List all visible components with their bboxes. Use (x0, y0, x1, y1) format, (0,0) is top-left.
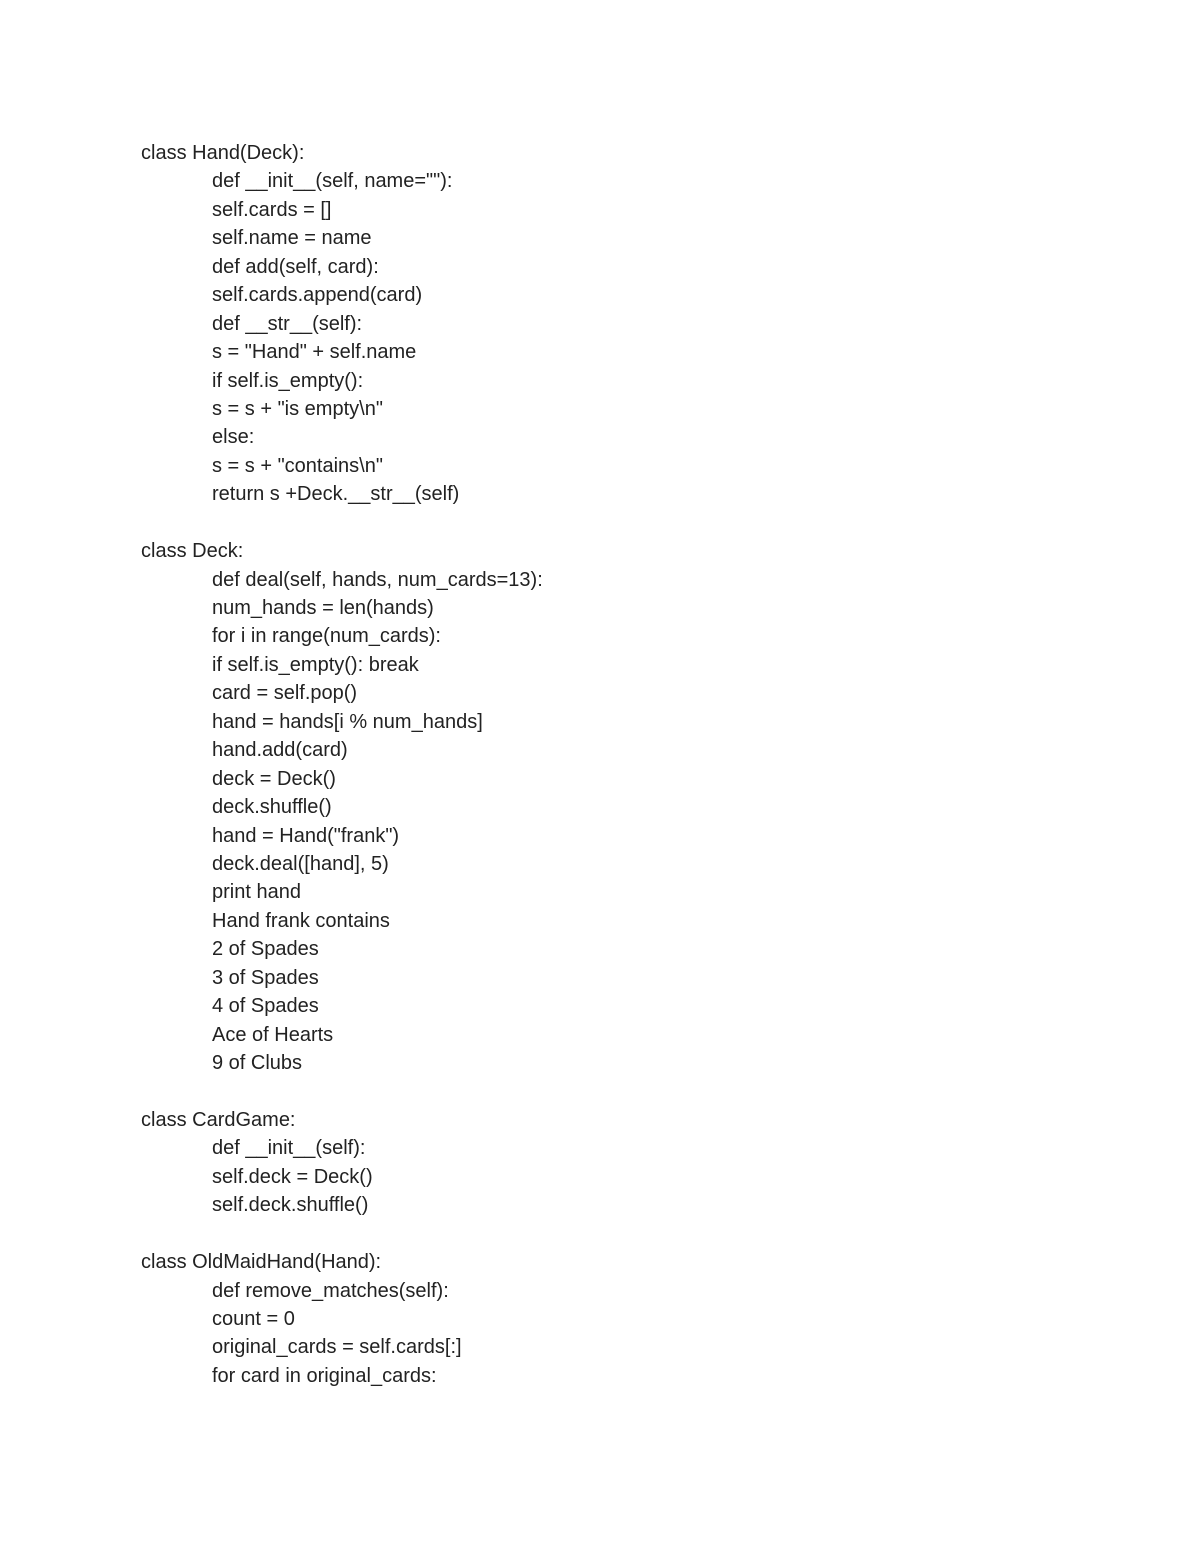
code-line: 2 of Spades (212, 938, 319, 961)
code-line: for card in original_cards: (212, 1364, 437, 1387)
code-line: if self.is_empty(): break (212, 653, 419, 676)
code-line: s = "Hand" + self.name (212, 341, 417, 364)
code-section (141, 537, 1140, 1077)
code-line: if self.is_empty(): (212, 369, 364, 392)
blank-line (141, 1077, 1140, 1105)
code-line: deck.shuffle() (212, 796, 332, 819)
code-line: s = s + "is empty\n" (212, 397, 383, 420)
code-line: def add(self, card): (212, 255, 379, 278)
code-line: def __str__(self): (212, 312, 363, 335)
code-line: hand = hands[i % num_hands] (212, 710, 483, 733)
code-line: original_cards = self.cards[:] (212, 1336, 462, 1359)
code-line: return s +Deck.__str__(self) (212, 483, 460, 506)
class-declaration: class CardGame: (141, 1108, 296, 1131)
code-line: print hand (212, 881, 301, 904)
blank-line (141, 509, 1140, 537)
code-line: self.cards.append(card) (212, 284, 423, 307)
code-line: s = s + "contains\n" (212, 454, 383, 477)
code-line: num_hands = len(hands) (212, 597, 434, 619)
code-document (141, 139, 1140, 1390)
class-declaration: class OldMaidHand(Hand): (141, 1251, 382, 1274)
code-line: self.name = name (212, 227, 372, 250)
code-line: for i in range(num_cards): (212, 625, 441, 648)
code-line: Ace of Hearts (212, 1023, 334, 1046)
class-declaration: class Deck: (141, 540, 244, 563)
code-line: def __init__(self): (212, 1137, 366, 1160)
code-line: self.deck = Deck() (212, 1165, 373, 1188)
code-line: hand = Hand("frank") (212, 824, 400, 847)
code-line: else: (212, 426, 255, 449)
code-line: def deal(self, hands, num_cards=13): (212, 568, 543, 591)
code-line: 3 of Spades (212, 966, 319, 989)
code-line: deck = Deck() (212, 767, 336, 790)
code-line: Hand frank contains (212, 909, 390, 932)
code-line: hand.add(card) (212, 739, 348, 762)
code-line: card = self.pop() (212, 682, 358, 705)
class-declaration: class Hand(Deck): (141, 142, 305, 164)
code-line: self.cards = [] (212, 198, 332, 221)
code-line: self.deck.shuffle() (212, 1194, 369, 1217)
code-section (141, 1248, 1140, 1390)
code-line: count = 0 (212, 1307, 295, 1330)
code-line: def remove_matches(self): (212, 1279, 449, 1302)
blank-line (141, 1220, 1140, 1248)
code-line: def __init__(self, name=""): (212, 170, 453, 193)
code-section (141, 1106, 1140, 1220)
code-line: 9 of Clubs (212, 1052, 303, 1074)
code-line: deck.deal([hand], 5) (212, 852, 389, 875)
code-section (141, 139, 1140, 509)
code-line: 4 of Spades (212, 995, 319, 1018)
